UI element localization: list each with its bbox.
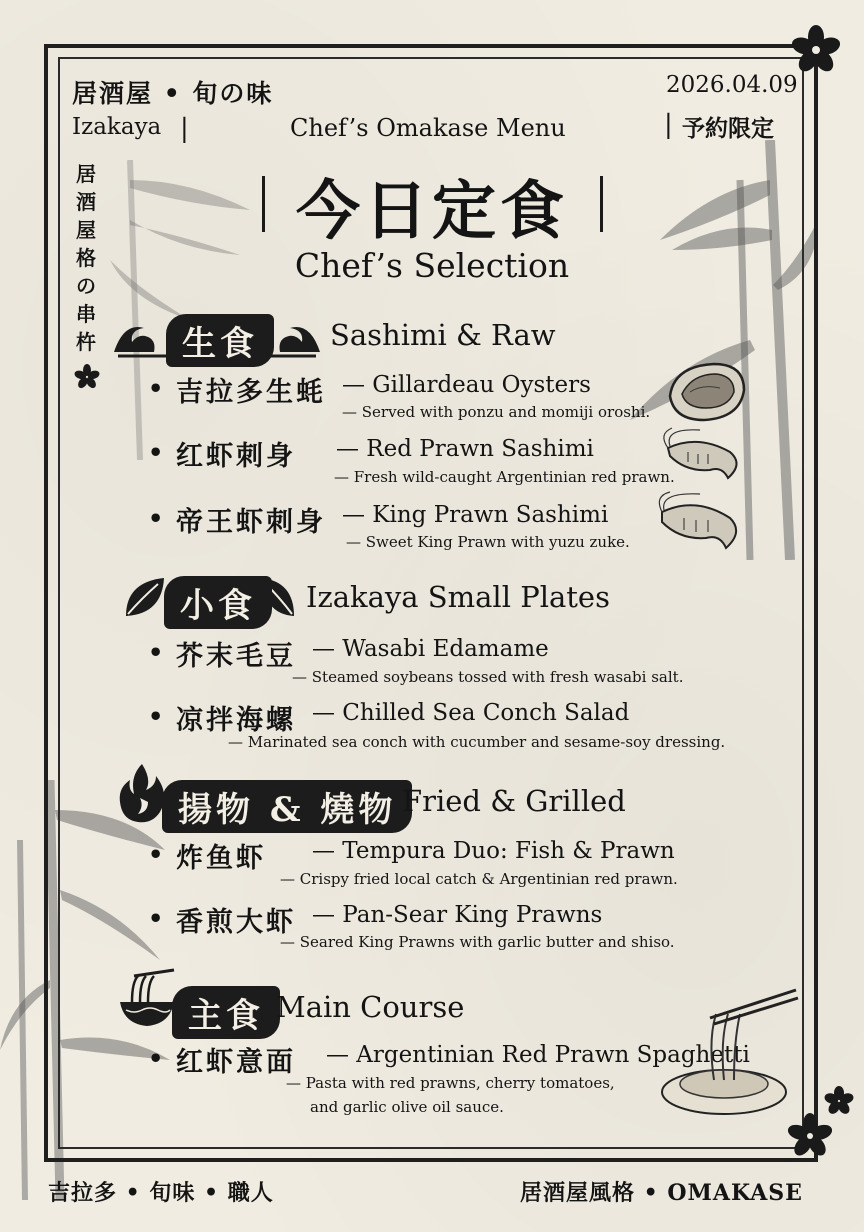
bullet: • [148, 504, 164, 533]
item-description: — Steamed soybeans tossed with fresh wasabi salt. [292, 668, 684, 686]
item-name-jp: 红虾刺身 [176, 441, 296, 472]
footer-left: 吉拉多 • 旬味 • 職人 [48, 1180, 274, 1206]
item-name-jp: 吉拉多生蚝 [176, 377, 326, 408]
item-name-jp: 炸鱼虾 [176, 843, 266, 874]
header-separator: | [180, 114, 189, 144]
bullet: • [148, 840, 164, 869]
item-description: — Sweet King Prawn with yuzu zuke. [346, 533, 630, 551]
section-title-raw: Sashimi & Raw [330, 318, 556, 352]
noodle-bowl-icon [114, 968, 180, 1030]
bullet: • [148, 1044, 164, 1073]
item-name-en: — Tempura Duo: Fish & Prawn [312, 838, 675, 864]
section-badge-small-plates: 小食 [164, 576, 272, 629]
vertical-tagline: 居酒屋格の串杵 [76, 162, 96, 354]
bullet: • [148, 904, 164, 933]
menu-date: 2026.04.09 [666, 72, 798, 98]
leaf-icon [120, 572, 170, 622]
item-name-jp: 红虾意面 [176, 1047, 296, 1078]
reservation-note: 予約限定 [682, 115, 774, 142]
page-title: 今日定食 [296, 174, 568, 249]
oyster-icon [664, 360, 748, 422]
item-description: and garlic olive oil sauce. [310, 1098, 504, 1116]
item-name-en: — Wasabi Edamame [312, 636, 549, 662]
shop-name-en: Izakaya [72, 114, 162, 140]
section-title-small-plates: Izakaya Small Plates [306, 580, 610, 614]
menu-subtitle: Chef’s Omakase Menu [290, 114, 566, 142]
item-name-en: — Chilled Sea Conch Salad [312, 700, 630, 726]
section-badge-raw: 生食 [166, 314, 274, 367]
header-separator: | [664, 110, 673, 140]
item-description: — Crispy fried local catch & Argentinian red prawn. [280, 870, 678, 888]
prawn-icon [658, 426, 748, 486]
bullet: • [148, 702, 164, 731]
item-name-jp: 香煎大虾 [176, 907, 296, 938]
item-description: — Fresh wild-caught Argentinian red prawn. [334, 468, 675, 486]
item-name-en: — King Prawn Sashimi [342, 502, 609, 528]
page-subtitle: Chef’s Selection [294, 246, 570, 285]
section-badge-fried-grilled: 揚物 & 燒物 [162, 780, 412, 833]
item-name-en: — Gillardeau Oysters [342, 372, 591, 398]
section-badge-main-course: 主食 [172, 986, 280, 1039]
item-name-en: — Pan-Sear King Prawns [312, 902, 603, 928]
shop-name-jp: 居酒屋 • 旬の味 [72, 79, 274, 108]
section-title-main-course: Main Course [276, 990, 465, 1024]
flame-icon [118, 762, 168, 824]
item-description: — Marinated sea conch with cucumber and sesame-soy dressing. [228, 733, 726, 751]
item-name-en: — Argentinian Red Prawn Spaghetti [326, 1042, 750, 1068]
footer-right: 居酒屋風格 • OMAKASE [520, 1180, 803, 1206]
wave-icon [110, 312, 172, 358]
spaghetti-icon [654, 988, 800, 1120]
sakura-icon [822, 1084, 856, 1118]
sakura-icon [72, 362, 102, 392]
item-name-jp: 凉拌海螺 [176, 705, 296, 736]
item-name-jp: 芥末毛豆 [176, 641, 296, 672]
item-description: — Pasta with red prawns, cherry tomatoes, [286, 1074, 615, 1092]
prawn-icon [652, 490, 748, 556]
item-description: — Seared King Prawns with garlic butter and shiso. [280, 933, 675, 951]
bullet: • [148, 638, 164, 667]
sakura-icon [788, 22, 844, 78]
bullet: • [148, 438, 164, 467]
item-name-en: — Red Prawn Sashimi [336, 436, 594, 462]
section-title-fried-grilled: Fried & Grilled [402, 784, 626, 818]
bullet: • [148, 374, 164, 403]
item-name-jp: 帝王虾刺身 [176, 507, 326, 538]
item-description: — Served with ponzu and momiji oroshi. [342, 403, 651, 421]
